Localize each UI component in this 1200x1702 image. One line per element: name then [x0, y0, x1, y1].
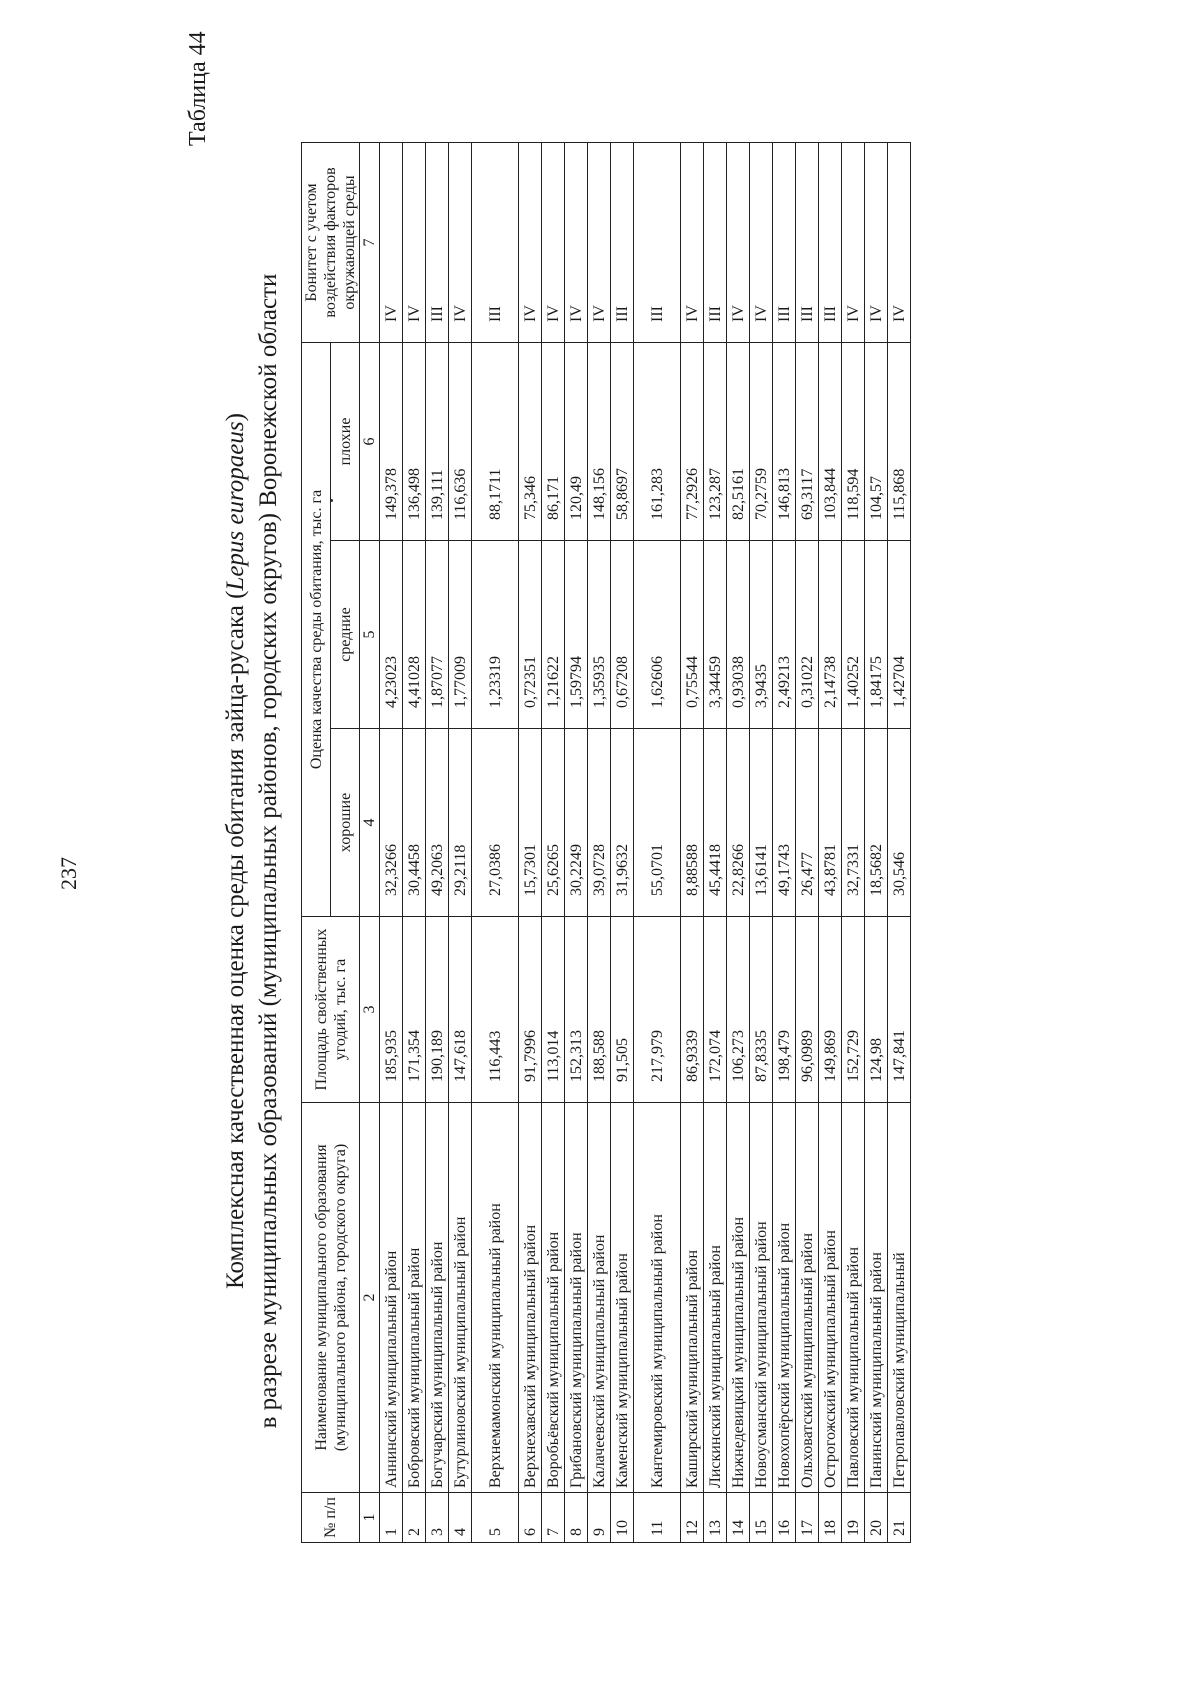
row-number-cell: 3 — [426, 1493, 449, 1543]
medium-habitat-cell: 0,31022 — [796, 541, 819, 729]
area-cell: 91,7996 — [519, 917, 542, 1103]
medium-habitat-cell: 1,87077 — [426, 541, 449, 729]
header-bad: плохие — [331, 342, 360, 540]
medium-habitat-cell: 4,41028 — [403, 541, 426, 729]
district-name-cell: Каширский муниципальный район — [681, 1103, 704, 1493]
bad-habitat-cell: 149,378 — [380, 342, 403, 540]
header-quality-group: Оценка качества среды обитания, тыс. га — [302, 342, 331, 916]
header-row-1 — [302, 142, 331, 1542]
medium-habitat-cell: 1,62606 — [634, 541, 681, 729]
area-cell: 198,479 — [773, 917, 796, 1103]
district-name-cell: Павловский муниципальный район — [842, 1103, 865, 1493]
good-habitat-cell: 32,7331 — [842, 729, 865, 917]
bad-habitat-cell: 103,844 — [819, 342, 842, 540]
bad-habitat-cell: 58,8697 — [611, 342, 634, 540]
table-row — [704, 142, 727, 1542]
district-name-cell: Воробьёвский муниципальный район — [542, 1103, 565, 1493]
good-habitat-cell: 25,6265 — [542, 729, 565, 917]
area-cell: 147,841 — [888, 917, 911, 1103]
table-row — [519, 142, 542, 1542]
row-number-cell: 21 — [888, 1493, 911, 1543]
row-number-cell: 13 — [704, 1493, 727, 1543]
bonitet-cell: III — [426, 142, 449, 342]
medium-habitat-cell: 1,84175 — [865, 541, 888, 729]
table-body — [360, 142, 911, 1542]
district-name-cell: Панинский муниципальный район — [865, 1103, 888, 1493]
bonitet-cell: III — [611, 142, 634, 342]
good-habitat-cell: 31,9632 — [611, 729, 634, 917]
table-row — [727, 142, 750, 1542]
good-habitat-cell: 32,3266 — [380, 729, 403, 917]
medium-habitat-cell: 2,14738 — [819, 541, 842, 729]
good-habitat-cell: 29,2118 — [449, 729, 472, 917]
bonitet-cell: IV — [449, 142, 472, 342]
good-habitat-cell: 45,4418 — [704, 729, 727, 917]
area-cell: 116,443 — [472, 917, 519, 1103]
good-habitat-cell: 49,1743 — [773, 729, 796, 917]
table-row — [888, 142, 911, 1542]
area-cell: 124,98 — [865, 917, 888, 1103]
table-row — [426, 142, 449, 1542]
district-name-cell: Новохопёрский муниципальный район — [773, 1103, 796, 1493]
table-row — [865, 142, 888, 1542]
good-habitat-cell: 22,8266 — [727, 729, 750, 917]
medium-habitat-cell: 1,35935 — [588, 541, 611, 729]
row-number-cell: 1 — [380, 1493, 403, 1543]
table-row — [403, 142, 426, 1542]
table-row — [565, 142, 588, 1542]
area-cell: 96,0989 — [796, 917, 819, 1103]
bonitet-cell: IV — [865, 142, 888, 342]
district-name-cell: Нижнедевицкий муниципальный район — [727, 1103, 750, 1493]
area-cell: 152,313 — [565, 917, 588, 1103]
bonitet-cell: III — [472, 142, 519, 342]
district-name-cell: Калачеевский муниципальный район — [588, 1103, 611, 1493]
table-row — [796, 142, 819, 1542]
good-habitat-cell: 18,5682 — [865, 729, 888, 917]
good-habitat-cell: 8,88588 — [681, 729, 704, 917]
bad-habitat-cell: 88,1711 — [472, 342, 519, 540]
area-cell: 87,8335 — [750, 917, 773, 1103]
district-name-cell: Верхнемамонский муниципальный район — [472, 1103, 519, 1493]
column-number: 7 — [360, 142, 380, 342]
row-number-cell: 14 — [727, 1493, 750, 1543]
medium-habitat-cell: 1,40252 — [842, 541, 865, 729]
medium-habitat-cell: 1,59794 — [565, 541, 588, 729]
district-name-cell: Аннинский муниципальный район — [380, 1103, 403, 1493]
column-number: 3 — [360, 917, 380, 1103]
bad-habitat-cell: 161,283 — [634, 342, 681, 540]
row-number-cell: 15 — [750, 1493, 773, 1543]
header-bonitet: Бонитет с учетом воздействия факторов окружающей среды — [302, 142, 360, 342]
bad-habitat-cell: 139,111 — [426, 342, 449, 540]
area-cell: 86,9339 — [681, 917, 704, 1103]
column-number: 2 — [360, 1103, 380, 1493]
district-name-cell: Острогожский муниципальный район — [819, 1103, 842, 1493]
table-row — [842, 142, 865, 1542]
medium-habitat-cell: 3,34459 — [704, 541, 727, 729]
habitat-table — [301, 142, 911, 1543]
medium-habitat-cell: 0,67208 — [611, 541, 634, 729]
bonitet-cell: III — [704, 142, 727, 342]
bad-habitat-cell: 136,498 — [403, 342, 426, 540]
table-row — [449, 142, 472, 1542]
bad-habitat-cell: 86,171 — [542, 342, 565, 540]
bonitet-cell: IV — [542, 142, 565, 342]
bad-habitat-cell: 82,5161 — [727, 342, 750, 540]
column-number: 1 — [360, 1493, 380, 1543]
header-medium: средние — [331, 541, 360, 729]
medium-habitat-cell: 2,49213 — [773, 541, 796, 729]
bonitet-cell: III — [796, 142, 819, 342]
header-name: Наименование муниципального образования (муниципального района, городского округа) — [302, 1103, 360, 1493]
row-number-cell: 11 — [634, 1493, 681, 1543]
medium-habitat-cell: 1,42704 — [888, 541, 911, 729]
bonitet-cell: IV — [888, 142, 911, 342]
medium-habitat-cell: 0,93038 — [727, 541, 750, 729]
good-habitat-cell: 55,0701 — [634, 729, 681, 917]
table-row — [542, 142, 565, 1542]
row-number-cell: 5 — [472, 1493, 519, 1543]
district-name-cell: Петропавловский муниципальный — [888, 1103, 911, 1493]
district-name-cell: Бобровский муниципальный район — [403, 1103, 426, 1493]
habitat-table-wrap — [301, 143, 911, 1543]
medium-habitat-cell: 3,9435 — [750, 541, 773, 729]
header-no: № п/п — [302, 1493, 360, 1543]
table-row — [681, 142, 704, 1542]
table-row — [611, 142, 634, 1542]
area-cell: 172,074 — [704, 917, 727, 1103]
good-habitat-cell: 39,0728 — [588, 729, 611, 917]
area-cell: 106,273 — [727, 917, 750, 1103]
table-row — [750, 142, 773, 1542]
bonitet-cell: III — [819, 142, 842, 342]
row-number-cell: 6 — [519, 1493, 542, 1543]
page-number: 237 — [56, 857, 81, 890]
bad-habitat-cell: 118,594 — [842, 342, 865, 540]
table-row — [588, 142, 611, 1542]
good-habitat-cell: 26,477 — [796, 729, 819, 917]
bad-habitat-cell: 116,636 — [449, 342, 472, 540]
row-number-cell: 7 — [542, 1493, 565, 1543]
row-number-cell: 2 — [403, 1493, 426, 1543]
bonitet-cell: IV — [380, 142, 403, 342]
bad-habitat-cell: 75,346 — [519, 342, 542, 540]
row-number-cell: 4 — [449, 1493, 472, 1543]
bad-habitat-cell: 148,156 — [588, 342, 611, 540]
area-cell: 185,935 — [380, 917, 403, 1103]
column-number: 5 — [360, 541, 380, 729]
area-cell: 171,354 — [403, 917, 426, 1103]
area-cell: 188,588 — [588, 917, 611, 1103]
bad-habitat-cell: 69,3117 — [796, 342, 819, 540]
area-cell: 113,014 — [542, 917, 565, 1103]
bonitet-cell: IV — [842, 142, 865, 342]
good-habitat-cell: 15,7301 — [519, 729, 542, 917]
bonitet-cell: IV — [727, 142, 750, 342]
good-habitat-cell: 43,8781 — [819, 729, 842, 917]
table-row — [380, 142, 403, 1542]
bonitet-cell: IV — [565, 142, 588, 342]
bonitet-cell: III — [773, 142, 796, 342]
district-name-cell: Новоусманский муниципальный район — [750, 1103, 773, 1493]
title-suffix: ) — [222, 413, 249, 422]
good-habitat-cell: 30,4458 — [403, 729, 426, 917]
row-number-cell: 12 — [681, 1493, 704, 1543]
area-cell: 147,618 — [449, 917, 472, 1103]
column-number: 4 — [360, 729, 380, 917]
district-name-cell: Богучарский муниципальный район — [426, 1103, 449, 1493]
area-cell: 152,729 — [842, 917, 865, 1103]
title-prefix: Комплексная качественная оценка среды обитания зайца-русака ( — [222, 590, 249, 1289]
row-number-cell: 8 — [565, 1493, 588, 1543]
bad-habitat-cell: 120,49 — [565, 342, 588, 540]
bad-habitat-cell: 104,57 — [865, 342, 888, 540]
title-species-latin: Lepus europaeus — [222, 421, 249, 591]
district-name-cell: Ольховатский муниципальный район — [796, 1103, 819, 1493]
table-row — [773, 142, 796, 1542]
bad-habitat-cell: 77,2926 — [681, 342, 704, 540]
medium-habitat-cell: 0,75544 — [681, 541, 704, 729]
table-row — [819, 142, 842, 1542]
table-title-line-1 — [222, 0, 250, 1702]
bonitet-cell: III — [634, 142, 681, 342]
bad-habitat-cell: 146,813 — [773, 342, 796, 540]
table-title-line-2: в разрезе муниципальных образований (муниципальных районов, городских округов) Воронежской области — [255, 273, 282, 1429]
column-number: 6 — [360, 342, 380, 540]
district-name-cell: Бутурлиновский муниципальный район — [449, 1103, 472, 1493]
bonitet-cell: IV — [403, 142, 426, 342]
medium-habitat-cell: 1,77009 — [449, 541, 472, 729]
district-name-cell: Лискинский муниципальный район — [704, 1103, 727, 1493]
bonitet-cell: IV — [681, 142, 704, 342]
row-number-cell: 17 — [796, 1493, 819, 1543]
bad-habitat-cell: 123,287 — [704, 342, 727, 540]
area-cell: 217,979 — [634, 917, 681, 1103]
row-number-cell: 18 — [819, 1493, 842, 1543]
good-habitat-cell: 27,0386 — [472, 729, 519, 917]
good-habitat-cell: 30,2249 — [565, 729, 588, 917]
row-number-cell: 9 — [588, 1493, 611, 1543]
column-number-row — [360, 142, 380, 1542]
medium-habitat-cell: 1,23319 — [472, 541, 519, 729]
table-row — [472, 142, 519, 1542]
bonitet-cell: IV — [588, 142, 611, 342]
header-good: хорошие — [331, 729, 360, 917]
good-habitat-cell: 13,6141 — [750, 729, 773, 917]
row-number-cell: 16 — [773, 1493, 796, 1543]
area-cell: 190,189 — [426, 917, 449, 1103]
area-cell: 149,869 — [819, 917, 842, 1103]
table-row — [634, 142, 681, 1542]
district-name-cell: Кантемировский муниципальный район — [634, 1103, 681, 1493]
district-name-cell: Каменский муниципальный район — [611, 1103, 634, 1493]
medium-habitat-cell: 0,72351 — [519, 541, 542, 729]
bonitet-cell: IV — [519, 142, 542, 342]
medium-habitat-cell: 4,23023 — [380, 541, 403, 729]
row-number-cell: 20 — [865, 1493, 888, 1543]
bad-habitat-cell: 70,2759 — [750, 342, 773, 540]
row-number-cell: 19 — [842, 1493, 865, 1543]
area-cell: 91,505 — [611, 917, 634, 1103]
district-name-cell: Верхнехавский муниципальный район — [519, 1103, 542, 1493]
header-area: Площадь свойственных угодий, тыс. га — [302, 917, 360, 1103]
row-number-cell: 10 — [611, 1493, 634, 1543]
table-label: Таблица 44 — [185, 31, 211, 146]
bonitet-cell: IV — [750, 142, 773, 342]
good-habitat-cell: 30,546 — [888, 729, 911, 917]
district-name-cell: Грибановский муниципальный район — [565, 1103, 588, 1493]
bad-habitat-cell: 115,868 — [888, 342, 911, 540]
medium-habitat-cell: 1,21622 — [542, 541, 565, 729]
good-habitat-cell: 49,2063 — [426, 729, 449, 917]
